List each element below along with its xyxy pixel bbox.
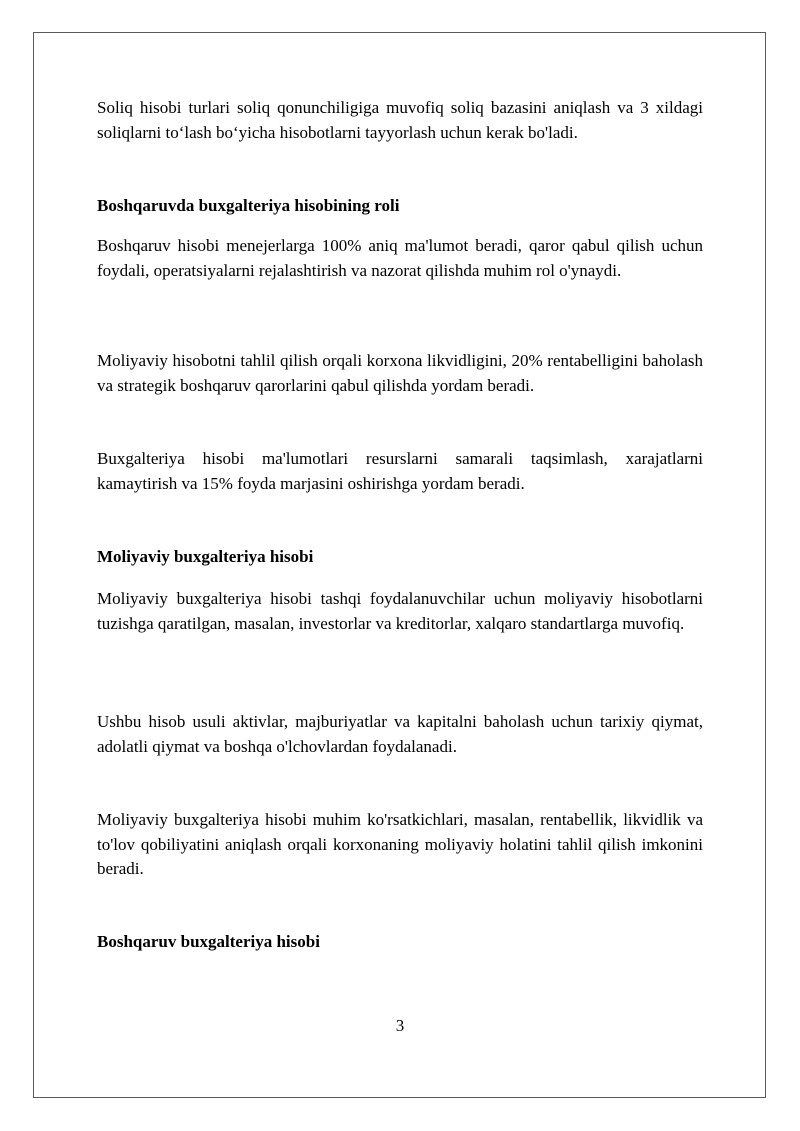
paragraph-tax-accounting-types: Soliq hisobi turlari soliq qonunchiligiga muvofiq soliq bazasini aniqlash va 3 xildagi soliqlarni to‘lash bo‘yicha hisobotlarni tayyorlash uchun kerak bo'ladi. (97, 98, 703, 142)
heading-accounting-role-in-management: Boshqaruvda buxgalteriya hisobining roli (97, 196, 400, 215)
page-number: 3 (395, 1016, 405, 1035)
paragraph-financial-statement-analysis: Moliyaviy hisobotni tahlil qilish orqali korxona likvidligini, 20% rentabelligini baholash va strategik boshqaruv qarorlarini qabul qilishda yordam beradi. (97, 351, 703, 395)
paragraph-management-accounting-info: Boshqaruv hisobi menejerlarga 100% aniq ma'lumot beradi, qaror qabul qilish uchun foydali, operatsiyalarni rejalashtirish va nazorat qilishda muhim rol o'ynaydi. (97, 236, 703, 280)
heading-management-accounting: Boshqaruv buxgalteriya hisobi (97, 932, 320, 951)
heading-financial-accounting: Moliyaviy buxgalteriya hisobi (97, 547, 314, 566)
paragraph-financial-indicators: Moliyaviy buxgalteriya hisobi muhim ko'rsatkichlari, masalan, rentabellik, likvidlik va to'lov qobiliyatini aniqlash orqali korxonaning moliyaviy holatini tahlil qilish imkonini beradi. (97, 810, 703, 878)
paragraph-accounting-data-resources: Buxgalteriya hisobi ma'lumotlari resurslarni samarali taqsimlash, xarajatlarni kamaytirish va 15% foyda marjasini oshirishga yordam beradi. (97, 449, 703, 493)
paragraph-valuation-methods: Ushbu hisob usuli aktivlar, majburiyatlar va kapitalni baholash uchun tarixiy qiymat, adolatli qiymat va boshqa o'lchovlardan foydalanadi. (97, 712, 703, 756)
paragraph-financial-accounting-external-users: Moliyaviy buxgalteriya hisobi tashqi foydalanuvchilar uchun moliyaviy hisobotlarni tuzishga qaratilgan, masalan, investorlar va kreditorlar, xalqaro standartlarga muvofiq. (97, 589, 703, 633)
